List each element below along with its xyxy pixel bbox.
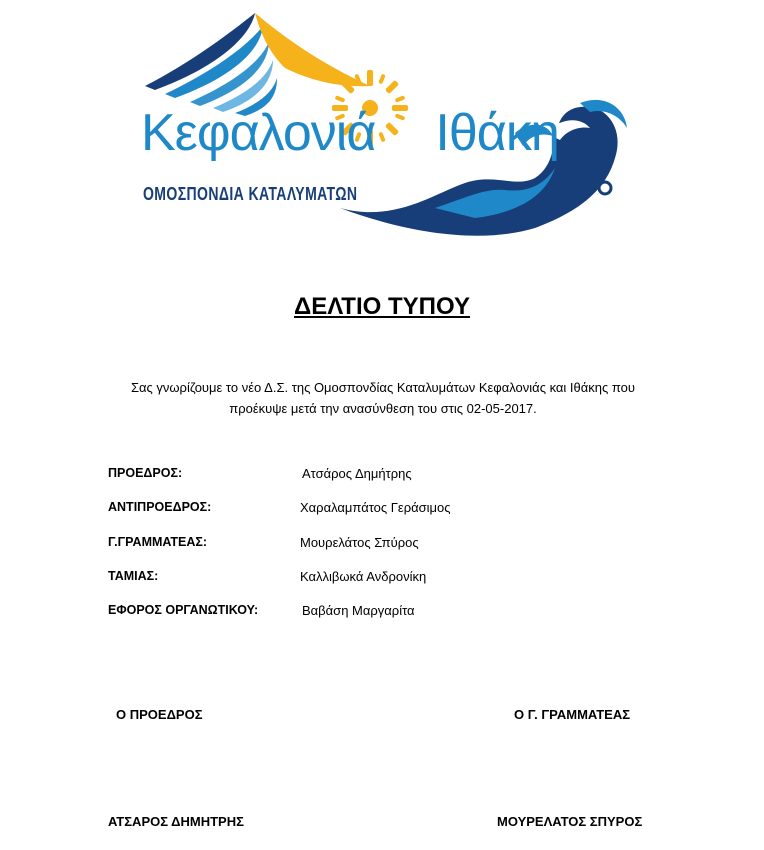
- logo-name-left: Κεφαλονιά: [141, 104, 376, 162]
- logo-name-right: Ιθάκη: [435, 104, 559, 162]
- intro-line-1: Σας γνωρίζουμε το νέο Δ.Σ. της Ομοσπονδίας Καταλυμάτων Κεφαλονιάς και Ιθάκης που: [130, 380, 636, 395]
- member-name: Βαβάση Μαργαρίτα: [302, 603, 415, 618]
- signature-title-president: Ο ΠΡΟΕΔΡΟΣ: [116, 707, 203, 722]
- member-name: Χαραλαμπάτος Γεράσιμος: [300, 500, 451, 515]
- member-name: Μουρελάτος Σπύρος: [300, 535, 419, 550]
- document-title: ΔΕΛΤΙΟ ΤΥΠΟΥ: [294, 293, 470, 320]
- signature-name-president: ΑΤΣΑΡΟΣ ΔΗΜΗΤΡΗΣ: [108, 814, 244, 829]
- member-role: Γ.ΓΡΑΜΜΑΤΕΑΣ:: [108, 535, 208, 549]
- member-name: Καλλιβωκά Ανδρονίκη: [300, 569, 427, 584]
- member-row-vice-president: [108, 500, 608, 518]
- member-row-organizing-officer: [108, 603, 608, 621]
- member-row-treasurer: [108, 569, 608, 587]
- logo-subtitle: ΟΜΟΣΠΟΝΔΙΑ ΚΑΤΑΛΥΜΑΤΩΝ: [143, 184, 358, 204]
- member-role: ΕΦΟΡΟΣ ΟΡΓΑΝΩΤΙΚΟΥ:: [108, 603, 259, 617]
- logo-wordmark: [141, 103, 559, 163]
- federation-logo: [135, 8, 635, 243]
- signature-title-secretary: Ο Γ. ΓΡΑΜΜΑΤΕΑΣ: [514, 707, 631, 722]
- member-role: ΠΡΟΕΔΡΟΣ:: [108, 466, 183, 480]
- member-row-president: [108, 466, 608, 484]
- member-role: ΑΝΤΙΠΡΟΕΔΡΟΣ:: [108, 500, 212, 514]
- member-name: Ατσάρος Δημήτρης: [302, 466, 412, 481]
- member-row-secretary: [108, 535, 608, 553]
- intro-line-2: προέκυψε μετά την ανασύνθεση του στις 02-05-2017.: [229, 401, 537, 416]
- signature-name-secretary: ΜΟΥΡΕΛΑΤΟΣ ΣΠΥΡΟΣ: [497, 814, 643, 829]
- intro-paragraph: [100, 377, 666, 419]
- member-role: ΤΑΜΙΑΣ:: [108, 569, 159, 583]
